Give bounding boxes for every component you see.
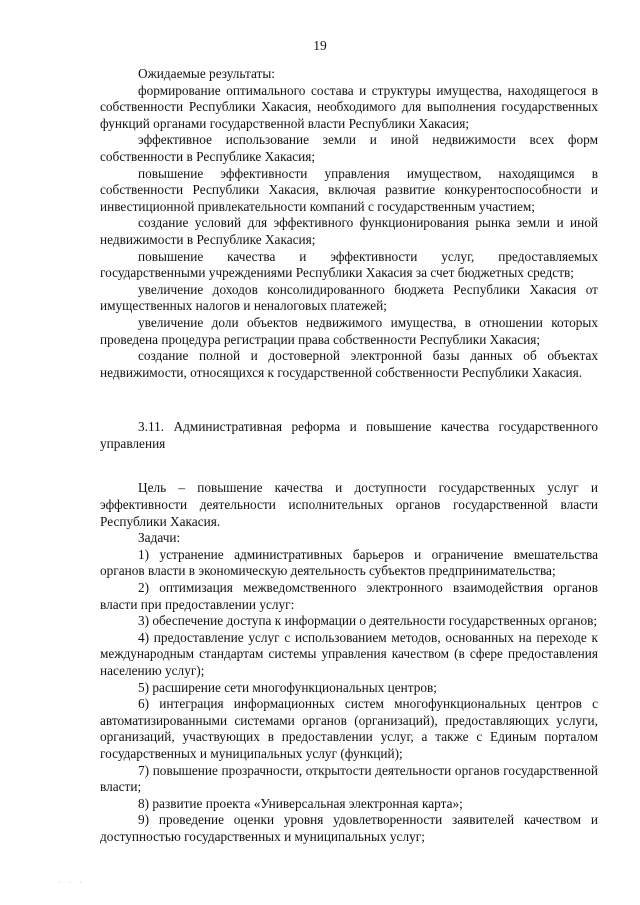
expected-result-item: эффективное использование земли и иной недвижимости всех форм собственности в Республике Хакасия; xyxy=(100,132,598,164)
scan-artifact-mark: · · · xyxy=(58,878,85,887)
expected-result-item: создание условий для эффективного функционирования рынка земли и иной недвижимости в Республике Хакасия; xyxy=(100,215,598,247)
expected-result-item: создание полной и достоверной электронной базы данных об объектах недвижимости, относящихся к государственной собственности Республики Хакасия. xyxy=(100,348,598,380)
task-item: 2) оптимизация межведомственного электронного взаимодействия органов власти при предоставлении услуг: xyxy=(100,580,598,612)
expected-result-item: повышение эффективности управления имуществом, находящимся в собственности Республики Хакасия, включая развитие конкурентоспособности и инвестиционной привлекательности компаний с государственным участием; xyxy=(100,165,598,214)
task-item: 6) интеграция информационных систем многофункциональных центров с автоматизированными системами органов (организаций), предоставляющих услуги, организаций, участвующих в предоставлении услуг, а также с Единым порталом государственных и муниципальных услуг (функций); xyxy=(100,696,598,761)
expected-result-item: формирование оптимального состава и структуры имущества, находящегося в собственности Республики Хакасия, необходимого для выполнения государственных функций органами государственной власти Республики Хакасия; xyxy=(100,82,598,131)
page-content xyxy=(100,66,598,846)
task-item: 1) устранение административных барьеров и ограничение вмешательства органов власти в экономическую деятельность субъектов предпринимательства; xyxy=(100,546,598,579)
goal-paragraph: Цель – повышение качества и доступности государственных услуг и эффективности деятельности исполнительных органов государственной власти Республики Хакасия. xyxy=(100,480,598,529)
expected-result-item: повышение качества и эффективности услуг, предоставляемых государственными учреждениями Республики Хакасия за счет бюджетных средств; xyxy=(100,248,598,281)
expected-results-heading: Ожидаемые результаты: xyxy=(138,66,275,81)
expected-result-item: увеличение доходов консолидированного бюджета Республики Хакасия от имущественных налогов и неналоговых платежей; xyxy=(100,281,598,314)
spacer xyxy=(100,452,598,480)
task-item: 3) обеспечение доступа к информации о деятельности государственных органов; xyxy=(138,613,598,629)
task-item: 4) предоставление услуг с использованием методов, основанных на переходе к международным стандартам системы управления качеством (в сфере предоставления населению услуг); xyxy=(100,629,598,678)
task-item: 5) расширение сети многофункциональных центров; xyxy=(138,679,438,695)
section-heading: 3.11. Административная реформа и повышение качества государственного управления xyxy=(100,419,598,451)
task-item: 9) проведение оценки уровня удовлетворенности заявителей качеством и доступностью государственных и муниципальных услуг; xyxy=(100,812,598,844)
spacer xyxy=(100,381,598,419)
task-item: 7) повышение прозрачности, открытости деятельности органов государственной власти; xyxy=(100,762,598,795)
expected-result-item: увеличение доли объектов недвижимого имущества, в отношении которых проведена процедура регистрации права собственности Республики Хакасия; xyxy=(100,314,598,347)
tasks-heading: Задачи: xyxy=(138,530,181,546)
task-item: 8) развитие проекта «Универсальная электронная карта»; xyxy=(138,795,463,811)
page-number: 19 xyxy=(313,38,327,53)
